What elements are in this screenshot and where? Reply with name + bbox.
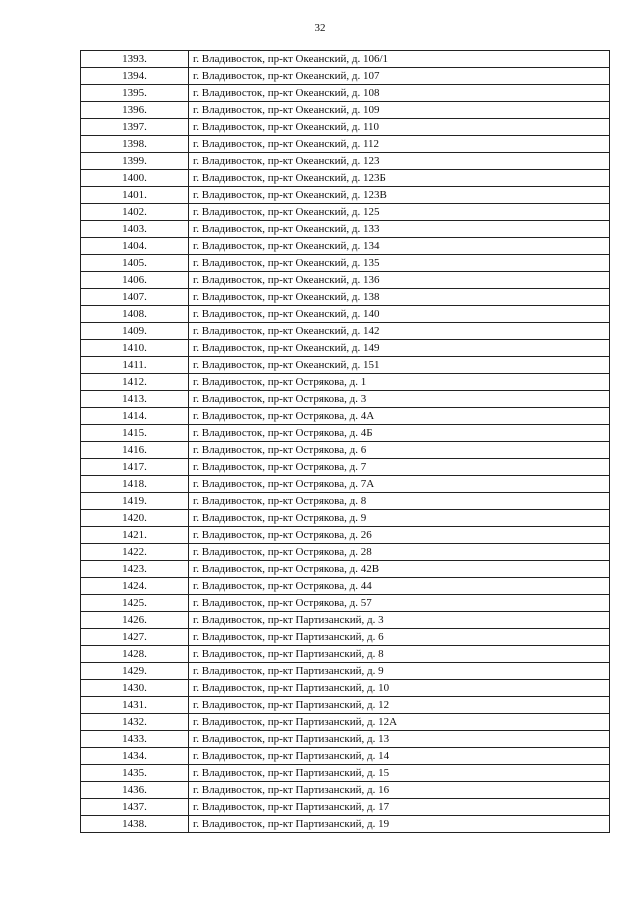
row-address: г. Владивосток, пр-кт Острякова, д. 26 bbox=[189, 527, 610, 544]
row-number: 1426. bbox=[81, 612, 189, 629]
table-row bbox=[81, 765, 610, 782]
table-row bbox=[81, 442, 610, 459]
table-row bbox=[81, 374, 610, 391]
table-row bbox=[81, 391, 610, 408]
row-number: 1417. bbox=[81, 459, 189, 476]
row-address: г. Владивосток, пр-кт Партизанский, д. 10 bbox=[189, 680, 610, 697]
table-row bbox=[81, 731, 610, 748]
row-number: 1404. bbox=[81, 238, 189, 255]
row-number: 1395. bbox=[81, 85, 189, 102]
row-number: 1424. bbox=[81, 578, 189, 595]
row-number: 1427. bbox=[81, 629, 189, 646]
table-row bbox=[81, 221, 610, 238]
row-address: г. Владивосток, пр-кт Острякова, д. 9 bbox=[189, 510, 610, 527]
row-number: 1421. bbox=[81, 527, 189, 544]
row-address: г. Владивосток, пр-кт Океанский, д. 133 bbox=[189, 221, 610, 238]
row-address: г. Владивосток, пр-кт Острякова, д. 4А bbox=[189, 408, 610, 425]
table-row bbox=[81, 697, 610, 714]
row-number: 1397. bbox=[81, 119, 189, 136]
row-address: г. Владивосток, пр-кт Партизанский, д. 8 bbox=[189, 646, 610, 663]
table-row bbox=[81, 272, 610, 289]
table-row bbox=[81, 238, 610, 255]
table-row bbox=[81, 748, 610, 765]
row-number: 1433. bbox=[81, 731, 189, 748]
row-number: 1438. bbox=[81, 816, 189, 833]
table-row bbox=[81, 340, 610, 357]
row-address: г. Владивосток, пр-кт Океанский, д. 108 bbox=[189, 85, 610, 102]
row-address: г. Владивосток, пр-кт Партизанский, д. 17 bbox=[189, 799, 610, 816]
row-number: 1405. bbox=[81, 255, 189, 272]
table-row bbox=[81, 799, 610, 816]
row-number: 1414. bbox=[81, 408, 189, 425]
table-row bbox=[81, 612, 610, 629]
table-row bbox=[81, 561, 610, 578]
row-address: г. Владивосток, пр-кт Острякова, д. 42В bbox=[189, 561, 610, 578]
row-address: г. Владивосток, пр-кт Океанский, д. 112 bbox=[189, 136, 610, 153]
table-row bbox=[81, 782, 610, 799]
table-row bbox=[81, 510, 610, 527]
table-row bbox=[81, 459, 610, 476]
row-address: г. Владивосток, пр-кт Острякова, д. 7А bbox=[189, 476, 610, 493]
table-row bbox=[81, 51, 610, 68]
row-number: 1416. bbox=[81, 442, 189, 459]
row-address: г. Владивосток, пр-кт Партизанский, д. 12 bbox=[189, 697, 610, 714]
row-address: г. Владивосток, пр-кт Партизанский, д. 13 bbox=[189, 731, 610, 748]
row-number: 1412. bbox=[81, 374, 189, 391]
row-number: 1429. bbox=[81, 663, 189, 680]
row-number: 1430. bbox=[81, 680, 189, 697]
table-row bbox=[81, 663, 610, 680]
row-address: г. Владивосток, пр-кт Океанский, д. 110 bbox=[189, 119, 610, 136]
row-address: г. Владивосток, пр-кт Острякова, д. 1 bbox=[189, 374, 610, 391]
row-address: г. Владивосток, пр-кт Партизанский, д. 19 bbox=[189, 816, 610, 833]
table-row bbox=[81, 153, 610, 170]
table-row bbox=[81, 289, 610, 306]
row-address: г. Владивосток, пр-кт Партизанский, д. 6 bbox=[189, 629, 610, 646]
row-address: г. Владивосток, пр-кт Острякова, д. 8 bbox=[189, 493, 610, 510]
table-row bbox=[81, 357, 610, 374]
row-address: г. Владивосток, пр-кт Океанский, д. 140 bbox=[189, 306, 610, 323]
row-number: 1415. bbox=[81, 425, 189, 442]
row-address: г. Владивосток, пр-кт Океанский, д. 134 bbox=[189, 238, 610, 255]
row-number: 1411. bbox=[81, 357, 189, 374]
table-row bbox=[81, 544, 610, 561]
table-row bbox=[81, 527, 610, 544]
table-row bbox=[81, 629, 610, 646]
row-number: 1410. bbox=[81, 340, 189, 357]
row-number: 1409. bbox=[81, 323, 189, 340]
row-number: 1396. bbox=[81, 102, 189, 119]
table-row bbox=[81, 136, 610, 153]
row-number: 1425. bbox=[81, 595, 189, 612]
row-address: г. Владивосток, пр-кт Океанский, д. 149 bbox=[189, 340, 610, 357]
row-address: г. Владивосток, пр-кт Острякова, д. 44 bbox=[189, 578, 610, 595]
row-address: г. Владивосток, пр-кт Острякова, д. 7 bbox=[189, 459, 610, 476]
row-address: г. Владивосток, пр-кт Океанский, д. 123В bbox=[189, 187, 610, 204]
row-address: г. Владивосток, пр-кт Партизанский, д. 12А bbox=[189, 714, 610, 731]
row-address: г. Владивосток, пр-кт Океанский, д. 142 bbox=[189, 323, 610, 340]
row-number: 1401. bbox=[81, 187, 189, 204]
row-address: г. Владивосток, пр-кт Океанский, д. 107 bbox=[189, 68, 610, 85]
table-row bbox=[81, 476, 610, 493]
table-row bbox=[81, 68, 610, 85]
address-table bbox=[80, 50, 610, 833]
row-address: г. Владивосток, пр-кт Океанский, д. 136 bbox=[189, 272, 610, 289]
table-row bbox=[81, 578, 610, 595]
table-row bbox=[81, 493, 610, 510]
row-number: 1435. bbox=[81, 765, 189, 782]
row-number: 1431. bbox=[81, 697, 189, 714]
row-number: 1423. bbox=[81, 561, 189, 578]
table-row bbox=[81, 85, 610, 102]
row-number: 1399. bbox=[81, 153, 189, 170]
table-row bbox=[81, 816, 610, 833]
row-address: г. Владивосток, пр-кт Океанский, д. 123Б bbox=[189, 170, 610, 187]
row-number: 1434. bbox=[81, 748, 189, 765]
row-address: г. Владивосток, пр-кт Океанский, д. 109 bbox=[189, 102, 610, 119]
table-row bbox=[81, 102, 610, 119]
row-address: г. Владивосток, пр-кт Партизанский, д. 16 bbox=[189, 782, 610, 799]
row-number: 1398. bbox=[81, 136, 189, 153]
row-address: г. Владивосток, пр-кт Океанский, д. 125 bbox=[189, 204, 610, 221]
row-address: г. Владивосток, пр-кт Партизанский, д. 14 bbox=[189, 748, 610, 765]
row-number: 1437. bbox=[81, 799, 189, 816]
row-address: г. Владивосток, пр-кт Острякова, д. 4Б bbox=[189, 425, 610, 442]
row-number: 1393. bbox=[81, 51, 189, 68]
row-number: 1418. bbox=[81, 476, 189, 493]
table-row bbox=[81, 204, 610, 221]
row-number: 1422. bbox=[81, 544, 189, 561]
table-row bbox=[81, 170, 610, 187]
row-number: 1419. bbox=[81, 493, 189, 510]
row-number: 1406. bbox=[81, 272, 189, 289]
row-address: г. Владивосток, пр-кт Океанский, д. 123 bbox=[189, 153, 610, 170]
table-row bbox=[81, 425, 610, 442]
table-row bbox=[81, 255, 610, 272]
row-address: г. Владивосток, пр-кт Острякова, д. 57 bbox=[189, 595, 610, 612]
table-row bbox=[81, 323, 610, 340]
row-address: г. Владивосток, пр-кт Океанский, д. 138 bbox=[189, 289, 610, 306]
row-number: 1413. bbox=[81, 391, 189, 408]
table-row bbox=[81, 119, 610, 136]
table-row bbox=[81, 306, 610, 323]
table-row bbox=[81, 680, 610, 697]
table-row bbox=[81, 187, 610, 204]
table-row bbox=[81, 408, 610, 425]
row-address: г. Владивосток, пр-кт Океанский, д. 135 bbox=[189, 255, 610, 272]
page-number: 32 bbox=[314, 22, 326, 34]
row-address: г. Владивосток, пр-кт Острякова, д. 3 bbox=[189, 391, 610, 408]
row-number: 1408. bbox=[81, 306, 189, 323]
address-table-body bbox=[81, 51, 610, 833]
row-address: г. Владивосток, пр-кт Океанский, д. 106/1 bbox=[189, 51, 610, 68]
table-row bbox=[81, 646, 610, 663]
row-number: 1402. bbox=[81, 204, 189, 221]
row-number: 1403. bbox=[81, 221, 189, 238]
row-number: 1394. bbox=[81, 68, 189, 85]
row-address: г. Владивосток, пр-кт Острякова, д. 28 bbox=[189, 544, 610, 561]
row-address: г. Владивосток, пр-кт Острякова, д. 6 bbox=[189, 442, 610, 459]
row-number: 1428. bbox=[81, 646, 189, 663]
row-address: г. Владивосток, пр-кт Океанский, д. 151 bbox=[189, 357, 610, 374]
row-address: г. Владивосток, пр-кт Партизанский, д. 9 bbox=[189, 663, 610, 680]
row-number: 1407. bbox=[81, 289, 189, 306]
row-number: 1436. bbox=[81, 782, 189, 799]
table-row bbox=[81, 595, 610, 612]
row-address: г. Владивосток, пр-кт Партизанский, д. 15 bbox=[189, 765, 610, 782]
row-address: г. Владивосток, пр-кт Партизанский, д. 3 bbox=[189, 612, 610, 629]
row-number: 1400. bbox=[81, 170, 189, 187]
row-number: 1420. bbox=[81, 510, 189, 527]
table-row bbox=[81, 714, 610, 731]
row-number: 1432. bbox=[81, 714, 189, 731]
